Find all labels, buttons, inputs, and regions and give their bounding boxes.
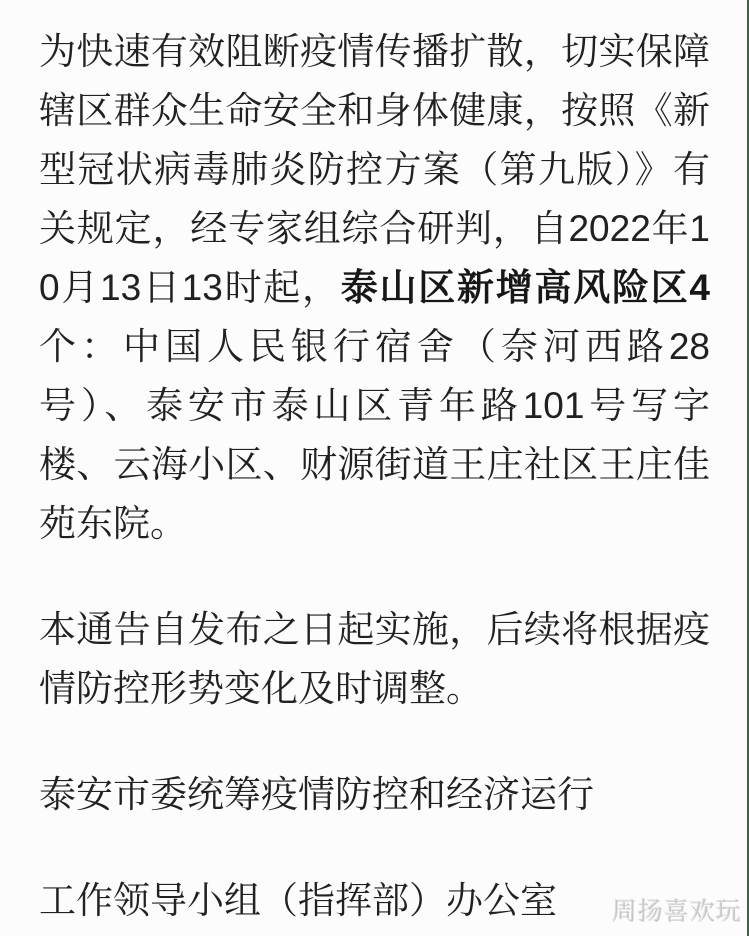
paragraph-main-lead-text: 为快速有效阻断疫情传播扩散，切实保障辖区群众生命安全和身体健康，按照《新型冠状病毒肺炎防控方案（第九版）》有关规定，经专家组综合研判，自2022年10月13日13时起， [39,31,710,308]
signature-line-2: 工作领导小组（指挥部）办公室 [39,880,557,921]
paragraph-main-address-list-text: 个：中国人民银行宿舍（奈河西路28号）、泰安市泰山区青年路101号写字楼、云海小区、财源街道王庄社区王庄佳苑东院。 [39,326,710,544]
notice-body [39,22,710,930]
signature-line-1: 泰安市委统筹疫情防控和经济运行 [39,774,594,815]
high-risk-area-bold-text: 泰山区新增高风险区4 [340,267,711,308]
watermark: 周扬喜欢玩 [611,898,742,926]
notice-paragraph-main [39,22,710,553]
notice-paragraph-effective-date: 本通告自发布之日起实施，后续将根据疫情防控形势变化及时调整。 [39,609,710,709]
